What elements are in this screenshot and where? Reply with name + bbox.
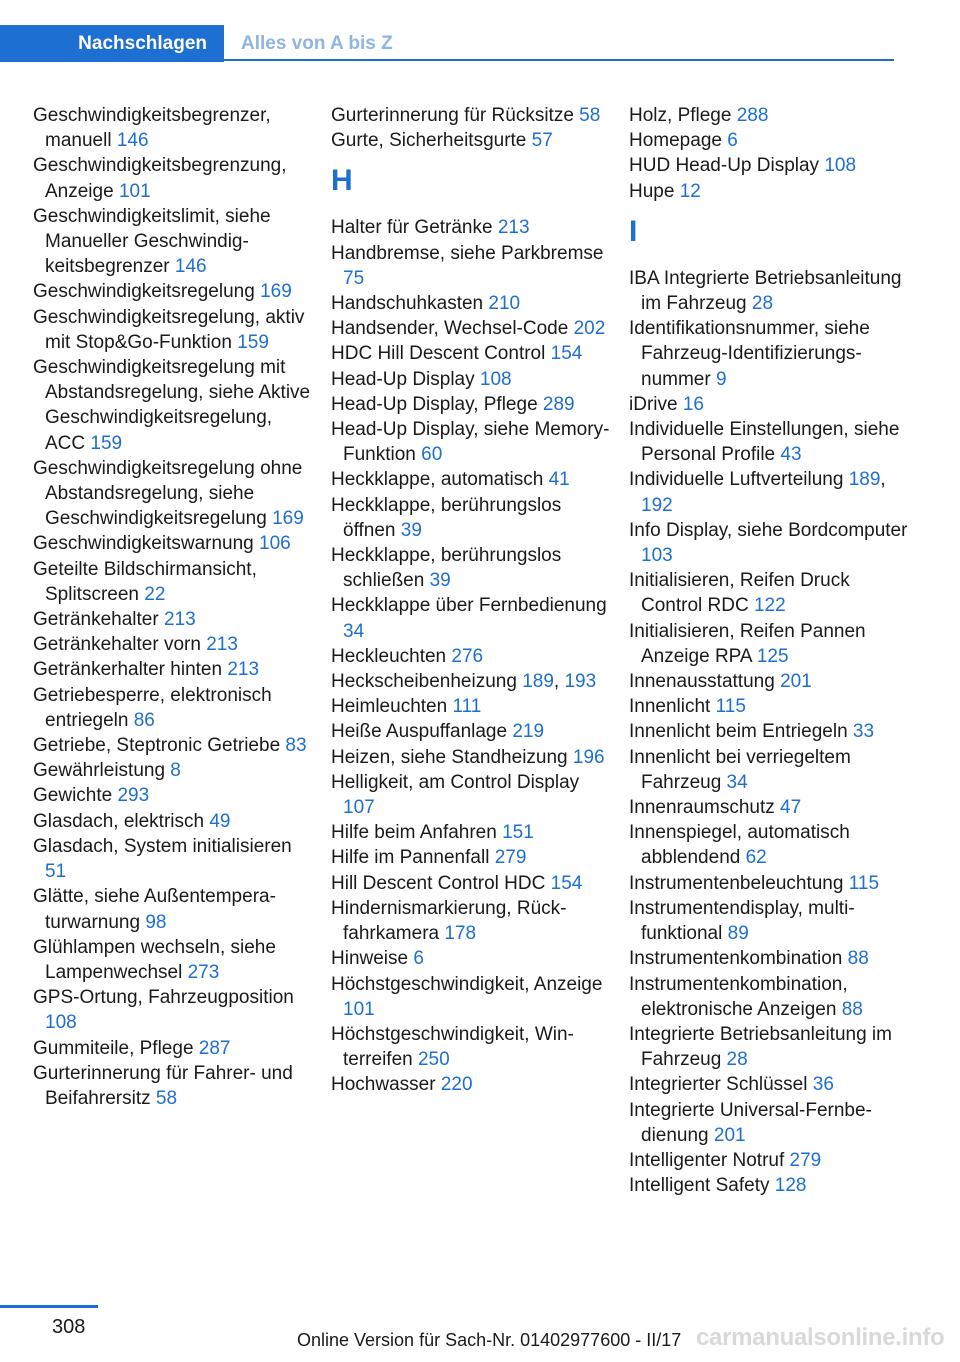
index-term: Glasdach, System initialisieren xyxy=(33,835,292,857)
page-reference-link[interactable]: 60 xyxy=(421,444,443,466)
index-term: Head-Up Display xyxy=(331,368,480,390)
index-term: Homepage xyxy=(629,130,728,152)
page-reference-link[interactable]: 6 xyxy=(727,130,738,152)
index-entry xyxy=(33,884,315,934)
index-entry xyxy=(629,103,911,128)
index-entry xyxy=(629,694,911,719)
index-entry xyxy=(33,1036,315,1061)
page-reference-link[interactable]: 279 xyxy=(494,847,527,869)
page-reference-link[interactable]: 43 xyxy=(780,444,802,466)
index-term: iDrive xyxy=(629,393,683,415)
watermark: carmanualsonline.info xyxy=(696,1324,945,1351)
header-tabs xyxy=(0,25,894,62)
page-reference-link[interactable]: 12 xyxy=(679,180,701,202)
index-entry xyxy=(629,518,911,568)
index-term: Innenlicht beim Entriegeln xyxy=(629,721,853,743)
index-entry xyxy=(331,972,613,1022)
index-term: Heizen, siehe Standheizung xyxy=(331,746,573,768)
index-term: Instrumentenbeleuchtung xyxy=(629,872,849,894)
index-term: Geschwindigkeitsregelung ohne Abstandsregelung, siehe Geschwindigkeitsregelung xyxy=(33,457,303,530)
index-term: GPS-Ortung, Fahrzeugposition xyxy=(33,987,294,1009)
page-reference-link[interactable]: 196 xyxy=(572,746,605,768)
page-reference-link[interactable]: 41 xyxy=(548,469,570,491)
page-reference-link[interactable]: 49 xyxy=(209,810,231,832)
index-entry xyxy=(33,305,315,355)
page-reference-link[interactable]: 103 xyxy=(641,545,673,567)
index-entry xyxy=(331,543,613,593)
index-term: Intelligenter Notruf xyxy=(629,1149,790,1171)
index-entry xyxy=(629,795,911,820)
index-column-1 xyxy=(33,103,315,1111)
page-reference-link[interactable]: 146 xyxy=(174,256,207,278)
page-reference-link[interactable]: 98 xyxy=(145,911,167,933)
page-reference-link[interactable]: 288 xyxy=(736,105,769,126)
index-entry xyxy=(33,204,315,280)
page-reference-link[interactable]: 202 xyxy=(573,318,606,340)
index-term: Heckleuchten xyxy=(331,645,452,667)
page-reference-link[interactable]: 34 xyxy=(343,620,365,642)
index-term: Heckklappe über Fernbedienung xyxy=(331,595,607,617)
index-term: Individuelle Luftverteilung xyxy=(629,469,849,491)
index-term: Hochwasser xyxy=(331,1074,441,1096)
page-reference-link[interactable]: 62 xyxy=(745,847,767,869)
index-term: Heckscheibenheizung xyxy=(331,671,523,693)
page-reference-link[interactable]: 159 xyxy=(90,432,123,454)
index-entry xyxy=(33,632,315,657)
index-entry xyxy=(331,644,613,669)
page-reference-link[interactable]: 279 xyxy=(789,1149,822,1171)
index-entry xyxy=(33,834,315,884)
page-reference-link[interactable]: 189 xyxy=(848,469,881,491)
page-reference-link[interactable]: 47 xyxy=(780,797,802,819)
index-term: Geschwindigkeitsregelung mit Abstandsregelung, siehe Aktive Geschwindigkeitsregelung, ACC xyxy=(33,357,311,454)
index-entry xyxy=(33,683,315,733)
page-reference-link[interactable]: 83 xyxy=(285,735,307,757)
index-term: Getriebe, Steptronic Getriebe xyxy=(33,735,286,757)
index-entry xyxy=(33,733,315,758)
index-entry xyxy=(331,946,613,971)
index-term: Gewährleistung xyxy=(33,760,171,782)
page-reference-link[interactable]: 107 xyxy=(343,797,375,819)
index-term: Getriebesperre, elektronisch entriegeln xyxy=(33,684,272,731)
index-entry xyxy=(331,896,613,946)
index-term: Gewichte xyxy=(33,785,118,807)
index-entry xyxy=(331,316,613,341)
index-entry xyxy=(331,392,613,417)
index-term: HUD Head-Up Display xyxy=(629,155,825,177)
index-term: Instrumentenkombination xyxy=(629,948,848,970)
page-reference-link[interactable]: 58 xyxy=(155,1087,178,1109)
index-term: Gurterinnerung für Rücksitze xyxy=(331,105,580,126)
index-entry xyxy=(33,1061,315,1111)
index-term: Glasdach, elektrisch xyxy=(33,810,210,832)
index-entry xyxy=(33,935,315,985)
index-entry xyxy=(331,215,613,240)
page-reference-link[interactable]: 108 xyxy=(45,1012,77,1034)
index-term: Individuelle Einstellungen, siehe Personal Profile xyxy=(629,419,900,466)
index-entry xyxy=(629,266,911,316)
index-term: Gurterinnerung für Fahrer- und Beifahrersitz xyxy=(33,1062,293,1109)
index-term: Identifikationsnummer, siehe Fahrzeug-Identifizierungsnummer xyxy=(629,318,870,390)
index-entry xyxy=(331,128,613,153)
page-reference-link[interactable]: 213 xyxy=(497,217,530,239)
page-reference-link[interactable]: 89 xyxy=(727,923,749,945)
index-entry xyxy=(331,1072,613,1097)
page-reference-link[interactable]: 146 xyxy=(116,130,149,152)
page-reference-link[interactable]: 51 xyxy=(45,861,67,883)
index-entry: Individuelle Luftverteilung 189, 192 xyxy=(629,469,886,516)
index-entry xyxy=(331,467,613,492)
index-term: Initialisieren, Reifen Druck Control RDC xyxy=(629,570,850,617)
index-term: IBA Integrierte Betriebsanleitung im Fahrzeug xyxy=(629,267,902,315)
index-term: Initialisieren, Reifen Pannen Anzeige RPA xyxy=(629,620,866,667)
index-entry xyxy=(629,1072,911,1097)
index-entry xyxy=(331,493,613,543)
index-letter-heading: H xyxy=(331,164,353,198)
index-term: Innenspiegel, automatisch abblendend xyxy=(629,822,850,869)
page-reference-link[interactable]: 178 xyxy=(444,923,477,945)
page-reference-link[interactable]: 106 xyxy=(259,533,291,555)
index-term: Handbremse, siehe Parkbremse xyxy=(331,242,604,264)
page-reference-link[interactable]: 88 xyxy=(841,998,863,1020)
index-entry xyxy=(331,871,613,896)
index-column-2 xyxy=(331,103,613,1098)
index-entry xyxy=(331,719,613,744)
page-reference-link[interactable]: 9 xyxy=(715,368,727,390)
index-term: Geschwindigkeitswarnung xyxy=(33,533,260,555)
index-entry xyxy=(33,279,315,304)
index-entry xyxy=(331,291,613,316)
footer-rule xyxy=(0,1305,98,1308)
index-term: Getränkehalter xyxy=(33,609,164,631)
index-entry xyxy=(629,972,911,1022)
index-entry xyxy=(629,1173,911,1198)
online-version-note: Online Version für Sach-Nr. 01402977600 - II/17 xyxy=(297,1330,682,1350)
index-entry xyxy=(33,758,315,783)
index-entry xyxy=(33,809,315,834)
index-entry xyxy=(629,417,911,467)
page-reference-link[interactable]: 108 xyxy=(824,155,857,177)
page-reference-link[interactable]: 36 xyxy=(812,1074,834,1096)
index-entry xyxy=(33,153,315,203)
index-entry xyxy=(331,820,613,845)
page-reference-link[interactable]: 276 xyxy=(451,645,484,667)
page-reference-link[interactable]: 75 xyxy=(343,267,365,289)
page-reference-link[interactable]: 58 xyxy=(579,105,601,126)
index-entry xyxy=(629,1098,911,1148)
page-reference-link[interactable]: 22 xyxy=(144,583,166,605)
index-term: Holz, Pflege xyxy=(629,105,737,126)
page-number: 308 xyxy=(52,1316,86,1338)
page-reference-link[interactable]: 39 xyxy=(429,570,451,592)
index-entry xyxy=(629,1022,911,1072)
page-reference-link[interactable]: 88 xyxy=(847,948,869,970)
index-term: Head-Up Display, siehe Memory-Funktion xyxy=(331,419,610,466)
page-reference-link[interactable]: 219 xyxy=(512,721,545,743)
page-reference-link[interactable]: 210 xyxy=(488,293,521,315)
index-entry xyxy=(629,669,911,694)
index-term: Hinweise xyxy=(331,948,414,970)
page-reference-link[interactable]: 122 xyxy=(753,595,786,617)
index-term: Hilfe beim Anfahren xyxy=(331,822,503,844)
index-term: Geteilte Bildschirmansicht, Splitscreen xyxy=(33,558,257,605)
page-reference-link[interactable]: 128 xyxy=(774,1175,807,1197)
index-term: HDC Hill Descent Control xyxy=(331,343,551,365)
index-entry xyxy=(33,783,315,808)
index-entry xyxy=(33,355,315,456)
page-reference-link[interactable]: 101 xyxy=(343,998,375,1020)
index-term: Innenausstattung xyxy=(629,671,781,693)
index-entry xyxy=(331,103,613,128)
index-letter-heading: I xyxy=(629,214,638,248)
page-reference-link[interactable]: 151 xyxy=(502,822,534,844)
index-entry xyxy=(629,179,911,204)
page-reference-link[interactable]: 28 xyxy=(726,1049,748,1071)
index-entry xyxy=(33,456,315,532)
index-entry xyxy=(331,1022,613,1072)
page-reference-link[interactable]: 101 xyxy=(118,180,151,202)
page-reference-link[interactable]: 39 xyxy=(400,519,422,541)
index-entry xyxy=(629,820,911,870)
index-entry xyxy=(629,896,911,946)
page-reference-link[interactable]: 16 xyxy=(682,393,704,415)
index-entry xyxy=(331,770,613,820)
page-reference-link[interactable]: 220 xyxy=(440,1074,473,1096)
page-reference-link[interactable]: 201 xyxy=(713,1124,746,1146)
index-entry xyxy=(33,607,315,632)
page-reference-link[interactable]: 213 xyxy=(206,634,238,656)
index-term: Getränkehalter vorn xyxy=(33,634,207,656)
index-term: Geschwindigkeitsregelung, aktiv mit Stop&Go-Funktion xyxy=(33,306,305,353)
page-reference-link[interactable]: 28 xyxy=(751,293,774,315)
index-entry xyxy=(331,417,613,467)
index-term: Glätte, siehe Außentemperaturwarnung xyxy=(33,886,276,933)
page-reference-link[interactable]: 125 xyxy=(756,645,789,667)
index-entry xyxy=(331,694,613,719)
index-entry xyxy=(629,1148,911,1173)
index-entry xyxy=(629,316,911,392)
index-term: Heimleuchten xyxy=(331,696,453,718)
index-entry xyxy=(331,341,613,366)
index-entry xyxy=(33,657,315,682)
index-term: Höchstgeschwindigkeit, Anzeige xyxy=(331,973,603,995)
index-term: Geschwindigkeitslimit, siehe Manueller Geschwindigkeitsbegrenzer xyxy=(33,205,271,278)
index-entry xyxy=(629,745,911,795)
index-entry xyxy=(629,619,911,669)
index-term: Innenraumschutz xyxy=(629,797,781,819)
index-term: Hilfe im Pannenfall xyxy=(331,847,495,869)
index-term: Heckklappe, berührungslos öffnen xyxy=(331,494,562,541)
index-term: Handschuhkasten xyxy=(331,293,489,315)
index-term: Integrierte Betriebsanleitung im Fahrzeug xyxy=(629,1023,892,1071)
index-term: Helligkeit, am Control Display xyxy=(331,771,580,793)
index-entry: Heckscheibenheizung 189, 193 xyxy=(331,671,597,693)
page-reference-link[interactable]: 115 xyxy=(848,872,880,894)
tab-nachschlagen[interactable]: Nachschlagen xyxy=(0,25,224,62)
index-term: Head-Up Display, Pflege xyxy=(331,393,543,415)
index-term: Heiße Auspuffanlage xyxy=(331,721,513,743)
page-reference-link[interactable]: 192 xyxy=(641,494,673,516)
index-entry xyxy=(331,845,613,870)
page-reference-link[interactable]: 159 xyxy=(237,331,269,353)
index-entry xyxy=(629,128,911,153)
page-reference-link[interactable]: 33 xyxy=(852,721,875,743)
index-term: Instrumentendisplay, multifunktional xyxy=(629,897,855,945)
page-reference-link[interactable]: 34 xyxy=(726,771,748,793)
index-term: Glühlampen wechseln, siehe Lampenwechsel xyxy=(33,936,276,983)
page-reference-link[interactable]: 115 xyxy=(715,696,746,718)
index-term: Gurte, Sicherheitsgurte xyxy=(331,130,532,152)
page-reference-link[interactable]: 201 xyxy=(780,671,812,693)
index-term: Info Display, siehe Bordcomputer xyxy=(629,519,908,541)
page-reference-link[interactable]: 213 xyxy=(163,609,196,631)
tab-alles-von-a-bis-z[interactable]: Alles von A bis Z xyxy=(241,32,393,54)
index-entry xyxy=(33,557,315,607)
index-term: Hupe xyxy=(629,180,680,202)
index-term: Integrierte Universal-Fernbedienung xyxy=(629,1099,872,1146)
index-term: Getränkerhalter hinten xyxy=(33,659,228,681)
page-reference-link[interactable]: 86 xyxy=(133,709,155,731)
index-entry xyxy=(331,593,613,643)
page-reference-link[interactable]: 289 xyxy=(542,393,575,415)
index-entry xyxy=(331,241,613,291)
index-term: Hill Descent Control HDC xyxy=(331,872,551,894)
index-term: Instrumentenkombination, elektronische Anzeigen xyxy=(629,973,848,1020)
page-reference-link[interactable]: 250 xyxy=(417,1049,450,1071)
index-term: Intelligent Safety xyxy=(629,1175,775,1197)
index-term: Geschwindigkeitsregelung xyxy=(33,281,261,303)
index-term: Innenlicht bei verriegeltem Fahrzeug xyxy=(629,746,851,793)
page-reference-link[interactable]: 6 xyxy=(413,948,424,970)
page-reference-link[interactable]: 169 xyxy=(260,281,292,303)
page-reference-link[interactable]: 189 xyxy=(522,671,554,693)
index-entry xyxy=(629,568,911,618)
index-entry xyxy=(629,946,911,971)
index-entry xyxy=(629,871,911,896)
index-term: Heckklappe, automatisch xyxy=(331,469,549,491)
index-entry xyxy=(629,392,911,417)
index-entry xyxy=(331,367,613,392)
page-reference-link[interactable]: 154 xyxy=(550,872,583,894)
index-term: Gummiteile, Pflege xyxy=(33,1037,199,1059)
index-term: Geschwindigkeitsbegrenzung, Anzeige xyxy=(33,155,287,202)
page-reference-link[interactable]: 154 xyxy=(550,343,583,365)
page-reference-link[interactable]: 293 xyxy=(117,785,150,807)
page-reference-link[interactable]: 193 xyxy=(564,671,597,693)
index-term: Halter für Getränke xyxy=(331,217,498,239)
index-entry xyxy=(33,103,315,153)
index-entry xyxy=(331,745,613,770)
index-term: Handsender, Wechsel-Code xyxy=(331,318,574,340)
page-reference-link[interactable]: 213 xyxy=(227,659,260,681)
index-term: Geschwindigkeitsbegrenzer, manuell xyxy=(33,105,271,152)
page-reference-link[interactable]: 287 xyxy=(198,1037,231,1059)
index-term: Integrierter Schlüssel xyxy=(629,1074,813,1096)
index-entry xyxy=(33,985,315,1035)
page-reference-link[interactable]: 57 xyxy=(531,130,553,152)
page-reference-link[interactable]: 8 xyxy=(170,760,181,782)
page-reference-link[interactable]: 111 xyxy=(452,696,482,718)
index-entry xyxy=(33,531,315,556)
page-reference-link[interactable]: 273 xyxy=(187,961,220,983)
page-reference-link[interactable]: 169 xyxy=(272,508,304,530)
index-entry xyxy=(629,719,911,744)
index-term: Höchstgeschwindigkeit, Winterreifen xyxy=(331,1023,574,1071)
index-term: Innenlicht xyxy=(629,696,716,718)
index-term: Hindernismarkierung, Rückfahrkamera xyxy=(331,897,567,945)
page-reference-link[interactable]: 108 xyxy=(479,368,512,390)
index-column-3 xyxy=(629,103,911,1198)
index-entry xyxy=(629,153,911,178)
index-term: Heckklappe, berührungslos schließen xyxy=(331,545,562,592)
